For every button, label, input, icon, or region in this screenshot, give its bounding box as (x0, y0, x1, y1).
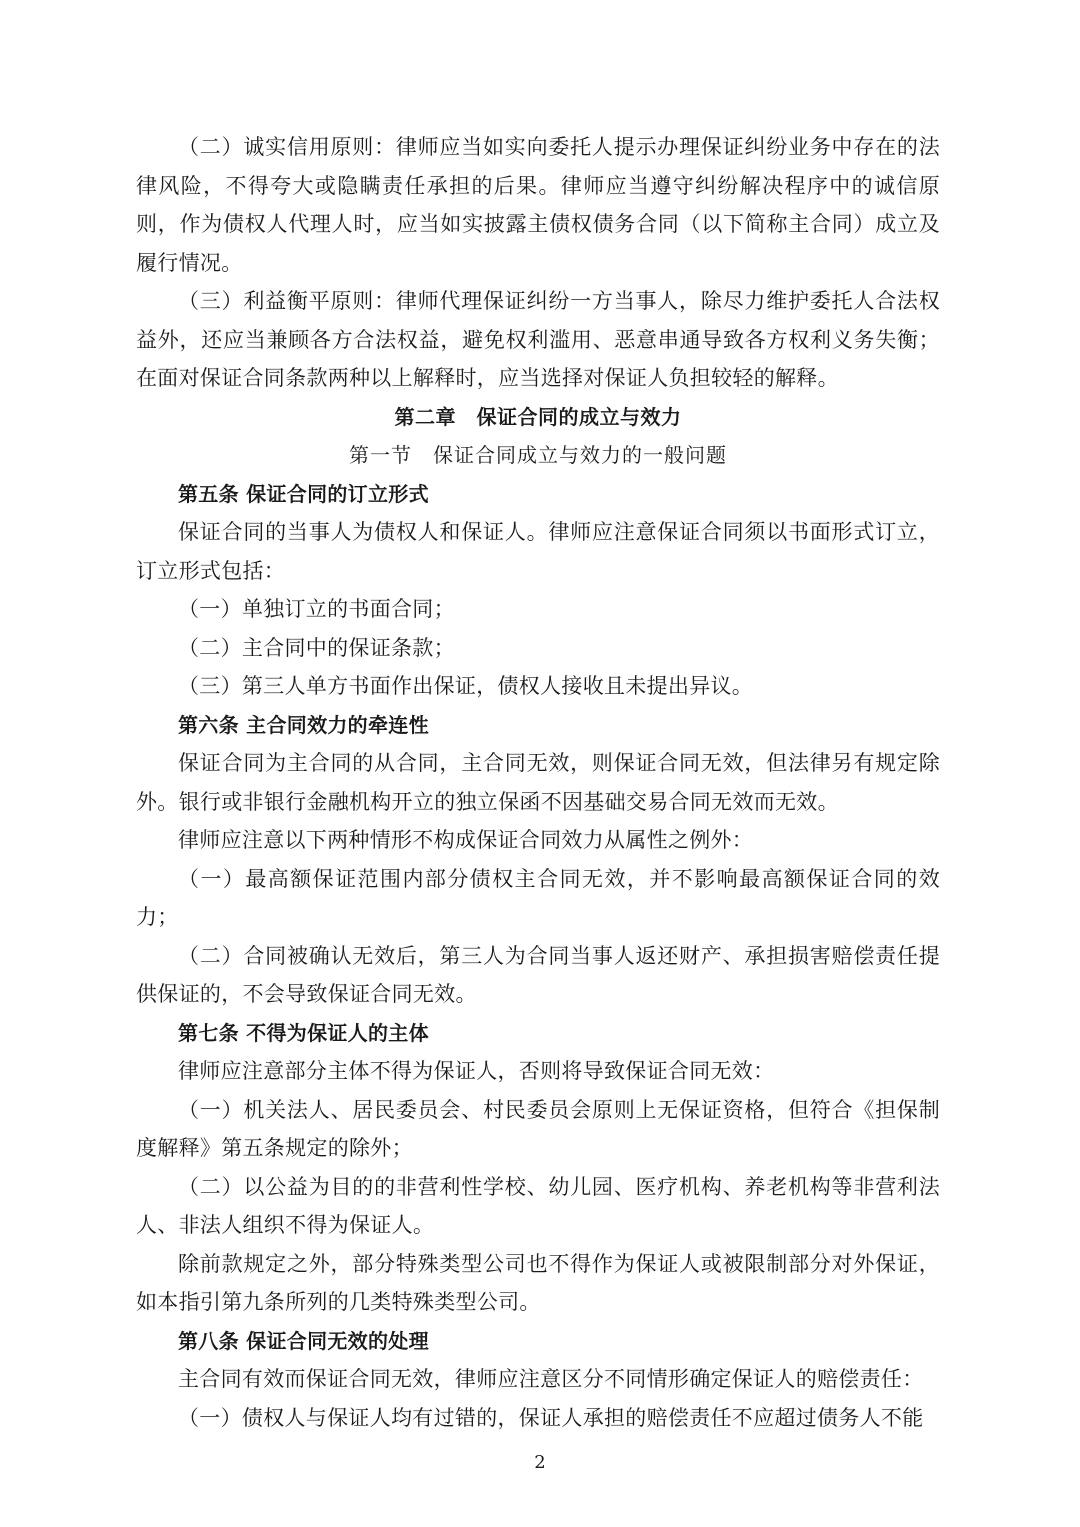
paragraph: （一）单独订立的书面合同； (178, 597, 455, 621)
paragraph: （二）合同被确认无效后，第三人为合同当事人返还财产、承担损害赔偿责任提供保证的，不会导致保证合同无效。 (136, 943, 940, 1006)
paragraph: （一）机关法人、居民委员会、村民委员会原则上无保证资格，但符合《担保制度解释》第五条规定的除外； (136, 1097, 940, 1160)
section-heading: 第一节 保证合同成立与效力的一般问题 (349, 443, 727, 467)
paragraph: （二）诚实信用原则：律师应当如实向委托人提示办理保证纠纷业务中存在的法律风险，不得夸大或隐瞒责任承担的后果。律师应当遵守纠纷解决程序中的诚信原则，作为债权人代理人时，应当如实披露主债权债务合同（以下简称主合同）成立及履行情况。 (136, 135, 940, 275)
paragraph: （二）主合同中的保证条款； (178, 635, 455, 660)
paragraph: （三）利益衡平原则：律师代理保证纠纷一方当事人，除尽力维护委托人合法权益外，还应当兼顾各方合法权益，避免权利滥用、恶意串通导致各方权利义务失衡；在面对保证合同条款两种以上解释时，应当选择对保证人负担较轻的解释。 (136, 289, 940, 390)
article-heading: 第七条 不得为保证人的主体 (178, 1020, 429, 1045)
paragraph: （一）最高额保证范围内部分债权主合同无效，并不影响最高额保证合同的效力； (136, 866, 940, 929)
article-heading: 第六条 主合同效力的牵连性 (178, 712, 429, 737)
paragraph: 主合同有效而保证合同无效，律师应注意区分不同情形确定保证人的赔偿责任： (178, 1367, 924, 1391)
paragraph: （三）第三人单方书面作出保证，债权人接收且未提出异议。 (178, 674, 754, 698)
paragraph: （二）以公益为目的的非营利性学校、幼儿园、医疗机构、养老机构等非营利法人、非法人组织不得为保证人。 (136, 1174, 940, 1237)
chapter-heading: 第二章 保证合同的成立与效力 (394, 404, 682, 429)
document-body (136, 128, 940, 1437)
paragraph: （一）债权人与保证人均有过错的，保证人承担的赔偿责任不应超过债务人不能 (178, 1405, 924, 1430)
paragraph: 除前款规定之外，部分特殊类型公司也不得作为保证人或被限制部分对外保证，如本指引第九条所列的几类特殊类型公司。 (136, 1251, 940, 1314)
article-heading: 第八条 保证合同无效的处理 (178, 1328, 429, 1353)
paragraph: 律师应注意部分主体不得为保证人，否则将导致保证合同无效： (178, 1059, 775, 1083)
page-number: 2 (534, 1452, 546, 1473)
paragraph: 保证合同为主合同的从合同，主合同无效，则保证合同无效，但法律另有规定除外。银行或非银行金融机构开立的独立保函不因基础交易合同无效而无效。 (136, 751, 940, 814)
paragraph: 律师应注意以下两种情形不构成保证合同效力从属性之例外： (178, 828, 754, 852)
article-heading: 第五条 保证合同的订立形式 (178, 481, 429, 506)
paragraph: 保证合同的当事人为债权人和保证人。律师应注意保证合同须以书面形式订立，订立形式包括： (136, 520, 940, 583)
